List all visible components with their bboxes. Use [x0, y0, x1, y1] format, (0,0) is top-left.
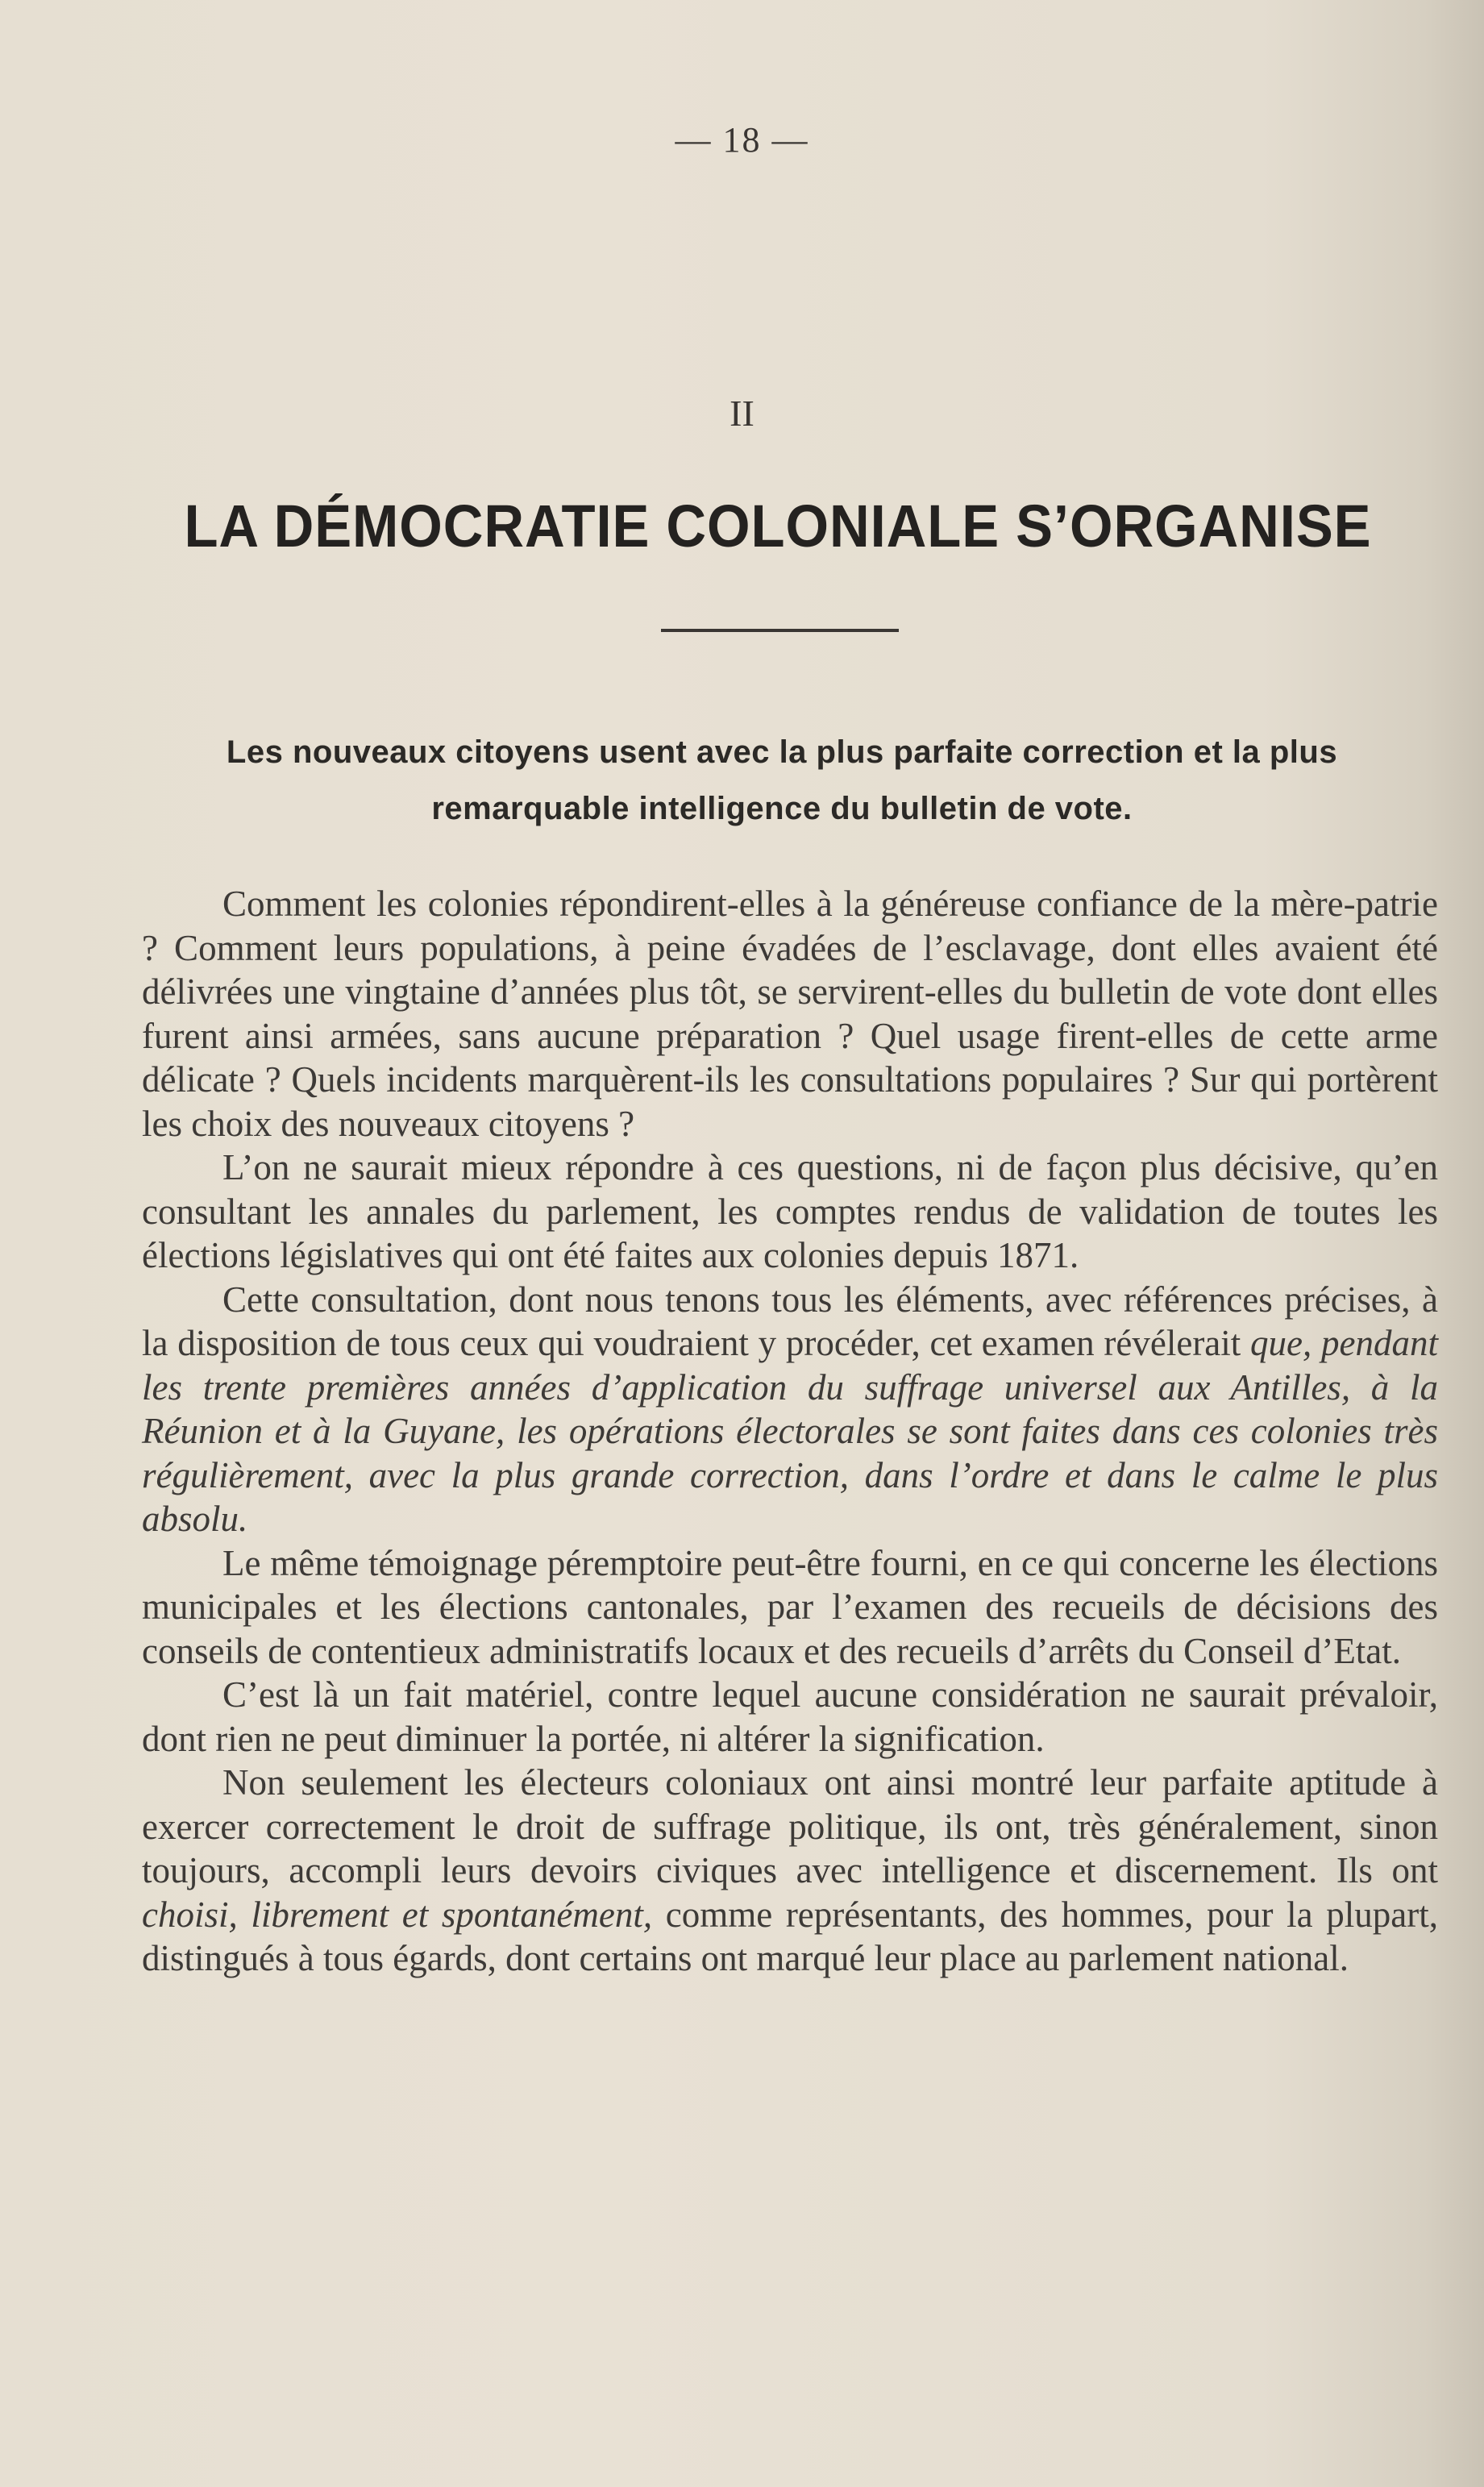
body-text — [142, 882, 1438, 1981]
section-numeral: II — [730, 393, 754, 434]
paragraph: Comment les colonies répondirent-elles à la généreuse confiance de la mère-patrie ? Comment leurs populations, à peine évadées de l’esclavage, dont elles avaient été délivrées une vingtaine d’années plus tôt, se servirent-elles du bulletin de vote dont elles furent ainsi armées, sans aucune préparation ? Quel usage firent-elles de cette arme délicate ? Quels incidents marquèrent-ils les consultations populaires ? Sur qui portèrent les choix des nouveaux citoyens ? — [142, 884, 1438, 1144]
title-rule — [661, 629, 899, 632]
paragraph: L’on ne saurait mieux répondre à ces questions, ni de façon plus décisive, qu’en consultant les annales du parlement, les comptes rendus de validation de toutes les élections législatives qui ont été faites aux colonies depuis 1871. — [142, 1147, 1438, 1275]
chapter-subtitle: Les nouveaux citoyens usent avec la plus parfaite correction et la plus remarquable intelligence du bulletin de vote. — [226, 734, 1338, 826]
paragraph: Le même témoignage péremptoire peut-être fourni, en ce qui concerne les élections municipales et les élections cantonales, par l’examen des recueils de décisions des conseils de contentieux administratifs locaux et des recueils d’arrêts du Conseil d’Etat. — [142, 1542, 1438, 1671]
paragraph: C’est là un fait matériel, contre lequel aucune considération ne saurait prévaloir, dont rien ne peut diminuer la portée, ni altérer la signification. — [142, 1674, 1438, 1759]
italic-passage: que, pendant les trente premières années d’application du suffrage universel aux Antilles, à la Réunion et à la Guyane, les opérations électorales se sont faites dans ces colonies très régulièrement, avec la plus grande correction, dans l’ordre et dans le calme le plus absolu. — [142, 1323, 1439, 1539]
paragraph: Cette consultation, dont nous tenons tous les éléments, avec références précises, à la disposition de tous ceux qui voudraient y procéder, cet examen révélerait que, pendant les trente premières années d’application du suffrage universel aux Antilles, à la Réunion et à la Guyane, les opérations électorales se sont faites dans ces colonies très régulièrement, avec la plus grande correction, dans l’ordre et dans le calme le plus absolu. — [142, 1279, 1439, 1539]
paragraph: Non seulement les électeurs coloniaux ont ainsi montré leur parfaite aptitude à exercer correctement le droit de suffrage politique, ils ont, très généralement, sinon toujours, accompli leurs devoirs civiques avec intelligence et discernement. Ils ont choisi, librement et spontanément, comme représentants, des hommes, pour la plupart, distingués à tous égards, dont certains ont marqué leur place au parlement national. — [142, 1762, 1438, 1978]
page-number: — 18 — — [675, 120, 809, 160]
chapter-title: LA DÉMOCRATIE COLONIALE S’ORGANISE — [184, 493, 1372, 559]
italic-passage: choisi, librement et spontanément, — [142, 1894, 653, 1935]
